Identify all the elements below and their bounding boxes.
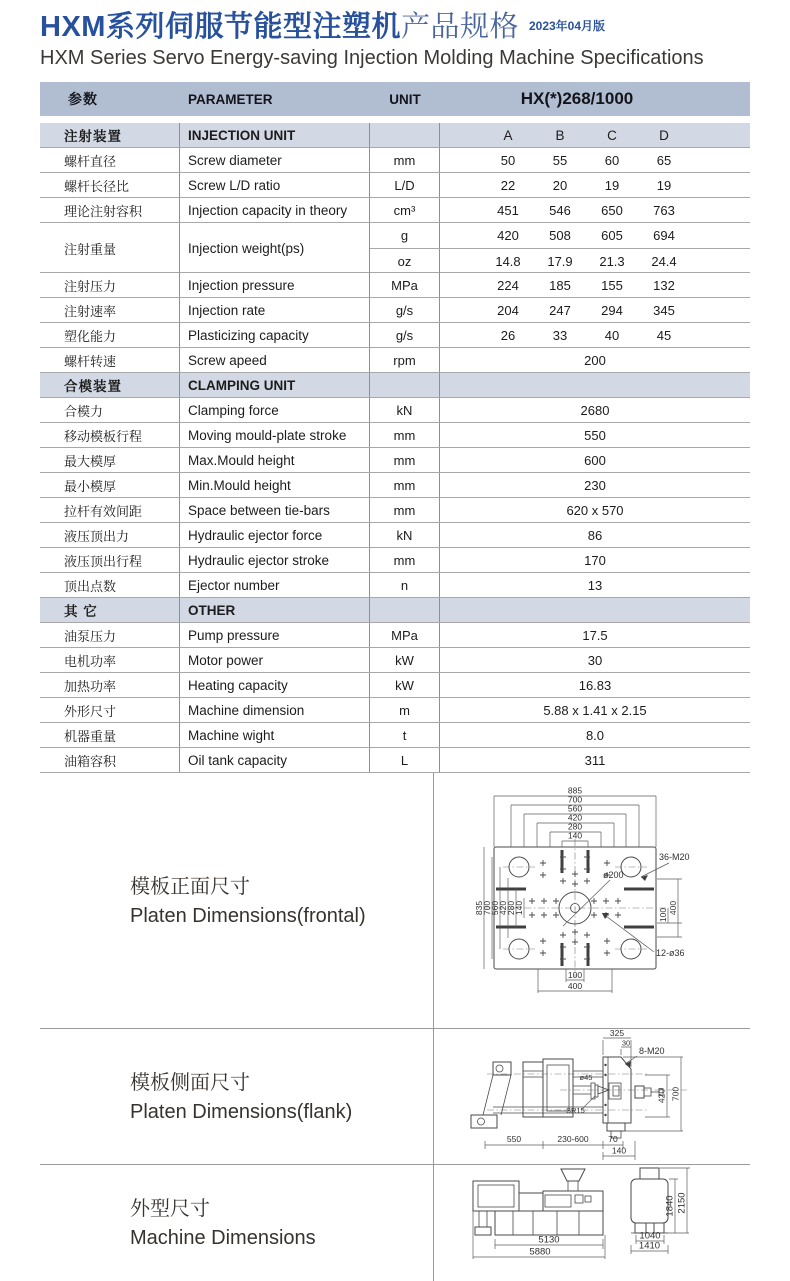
param-en: Heating capacity — [180, 673, 370, 697]
value-cells — [440, 398, 750, 422]
value-cells — [440, 598, 750, 622]
param-en: Screw apeed — [180, 348, 370, 372]
dim-label: 30 — [621, 1038, 630, 1048]
annotation-center-hole: ø200 — [602, 870, 624, 880]
param-zh: 注射装置 — [40, 123, 180, 147]
dim-label: 550 — [506, 1134, 521, 1144]
spec-row — [40, 523, 750, 548]
param-zh: 合模力 — [40, 398, 180, 422]
value-cell: 311 — [584, 752, 606, 768]
dim-label: 420 — [656, 1088, 666, 1104]
param-en: Moving mould-plate stroke — [180, 423, 370, 447]
unit-cell: mm — [370, 548, 440, 572]
param-en: Injection pressure — [180, 273, 370, 297]
diagram-label-machine — [40, 1165, 433, 1281]
value-cells — [440, 323, 750, 347]
unit-cell: kW — [370, 673, 440, 697]
diagram-label-en: Platen Dimensions(flank) — [130, 1101, 353, 1123]
value-cells — [440, 348, 750, 372]
value-cells — [440, 249, 750, 273]
param-zh: 合模装置 — [40, 373, 180, 397]
machine-dimensions-drawing — [435, 1165, 750, 1281]
value-cell: 55 — [552, 152, 568, 168]
param-en: Pump pressure — [180, 623, 370, 647]
value-cell: 26 — [500, 327, 516, 343]
section-row — [40, 373, 750, 398]
spec-row — [40, 473, 750, 498]
dim-label: 140 — [513, 900, 524, 916]
unit-cell: n — [370, 573, 440, 597]
dim-label: 420 — [567, 812, 582, 823]
value-cells — [440, 223, 750, 248]
spec-row — [40, 448, 750, 473]
param-en: OTHER — [180, 598, 370, 622]
col-header-param-en: PARAMETER — [188, 91, 273, 107]
model-code: HX(*)268/1000 — [520, 89, 634, 108]
param-zh: 油箱容积 — [40, 748, 180, 772]
value-cell: 8.0 — [585, 727, 605, 743]
value-cell: 763 — [653, 202, 675, 218]
value-cell: 86 — [587, 527, 603, 543]
unit-cell — [370, 123, 440, 147]
spec-row — [40, 148, 750, 173]
unit-cell: MPa — [370, 623, 440, 647]
diagram-row-frontal — [40, 773, 750, 1028]
unit-cell: kN — [370, 398, 440, 422]
unit-cell: g/s — [370, 323, 440, 347]
spec-row — [40, 223, 750, 273]
unit-cell: g — [370, 223, 440, 248]
dim-label: 5880 — [528, 1246, 551, 1258]
param-en: Space between tie-bars — [180, 498, 370, 522]
param-en: CLAMPING UNIT — [180, 373, 370, 397]
value-cell: 16.83 — [578, 677, 612, 693]
weight-subtable — [370, 223, 750, 273]
column-letter: C — [607, 127, 617, 143]
param-zh: 注射压力 — [40, 273, 180, 297]
value-cells — [440, 423, 750, 447]
dim-label: 400 — [667, 900, 678, 916]
value-cells — [440, 273, 750, 297]
dim-label: 1410 — [638, 1240, 660, 1252]
table-header — [40, 82, 750, 116]
platen-flank-figure — [433, 1029, 750, 1165]
value-cell: 5.88 x 1.41 x 2.15 — [543, 702, 647, 718]
spec-row — [40, 698, 750, 723]
edition-label: 2023年04月版 — [528, 19, 606, 33]
param-en: Clamping force — [180, 398, 370, 422]
value-cell: 17.5 — [582, 627, 608, 643]
spec-row — [40, 648, 750, 673]
param-en: Machine wight — [180, 723, 370, 747]
dim-label: 560 — [567, 803, 582, 814]
unit-cell: kW — [370, 648, 440, 672]
param-zh: 螺杆直径 — [40, 148, 180, 172]
value-cell: 40 — [604, 327, 620, 343]
doc-header — [40, 0, 750, 71]
diagram-row-flank — [40, 1028, 750, 1164]
value-cells — [440, 173, 750, 197]
param-en: Ejector number — [180, 573, 370, 597]
value-cell: 600 — [584, 452, 606, 468]
value-cell: 21.3 — [599, 253, 625, 269]
value-cell: 345 — [653, 302, 675, 318]
value-cells — [440, 448, 750, 472]
col-header-param-zh: 参数 — [68, 91, 98, 107]
param-en: Injection capacity in theory — [180, 198, 370, 222]
param-zh: 注射速率 — [40, 298, 180, 322]
value-cell: 224 — [497, 277, 519, 293]
spec-row — [40, 548, 750, 573]
diagram-label-flank — [40, 1029, 433, 1165]
dim-label: 400 — [567, 981, 582, 991]
param-zh: 加热功率 — [40, 673, 180, 697]
diagram-label-zh: 模板正面尺寸 — [130, 875, 250, 898]
spec-row — [40, 748, 750, 773]
unit-cell: oz — [370, 249, 440, 273]
value-cell: 185 — [549, 277, 571, 293]
unit-cell: MPa — [370, 273, 440, 297]
param-zh: 拉杆有效间距 — [40, 498, 180, 522]
spec-row — [40, 673, 750, 698]
value-cells — [440, 298, 750, 322]
dim-label: 885 — [567, 785, 582, 796]
platen-flank-drawing — [435, 1029, 750, 1165]
value-cell: 30 — [587, 652, 603, 668]
spec-row — [40, 298, 750, 323]
dim-label: 835 — [473, 900, 484, 916]
value-cells — [440, 523, 750, 547]
spec-row — [40, 323, 750, 348]
param-zh: 最小模厚 — [40, 473, 180, 497]
value-cell: 45 — [656, 327, 672, 343]
value-cell: 650 — [601, 202, 623, 218]
value-cell: 33 — [552, 327, 568, 343]
value-cell: 170 — [584, 552, 606, 568]
value-cells — [440, 673, 750, 697]
dim-label: 2150 — [676, 1192, 687, 1214]
param-zh: 螺杆转速 — [40, 348, 180, 372]
value-cell: 50 — [500, 152, 516, 168]
value-cell: 20 — [552, 177, 568, 193]
param-en: Injection rate — [180, 298, 370, 322]
value-cell: 204 — [497, 302, 519, 318]
annotation-nozzle-radius: SR15 — [565, 1106, 585, 1115]
value-cell: 550 — [584, 427, 606, 443]
value-cells — [440, 748, 750, 772]
value-cell: 132 — [653, 277, 675, 293]
value-cell: 14.8 — [495, 253, 521, 269]
spec-row — [40, 198, 750, 223]
param-zh: 液压顶出力 — [40, 523, 180, 547]
weight-subrow — [370, 223, 750, 248]
diagram-section — [40, 773, 750, 1280]
value-cell: 2680 — [580, 402, 610, 418]
title-zh-main: HXM系列伺服节能型注塑机 — [40, 11, 401, 43]
spec-table — [40, 123, 750, 773]
param-en: Screw diameter — [180, 148, 370, 172]
value-cell: 65 — [656, 152, 672, 168]
value-cells — [440, 198, 750, 222]
spec-row — [40, 623, 750, 648]
section-row — [40, 598, 750, 623]
diagram-label-zh: 外型尺寸 — [130, 1198, 210, 1220]
weight-subrow — [370, 248, 750, 273]
value-cells — [440, 498, 750, 522]
value-cell: 13 — [587, 577, 603, 593]
param-en: Motor power — [180, 648, 370, 672]
dim-label: 700 — [481, 900, 492, 916]
unit-cell: cm³ — [370, 198, 440, 222]
value-cells — [440, 623, 750, 647]
machine-dimensions-figure — [433, 1165, 750, 1281]
param-en: Injection weight(ps) — [180, 223, 370, 273]
dim-label: 700 — [567, 794, 582, 805]
page-title — [40, 8, 750, 45]
dim-label: 5130 — [537, 1234, 560, 1246]
spec-sheet — [40, 0, 750, 1280]
param-zh: 油泵压力 — [40, 623, 180, 647]
dim-label: 1840 — [664, 1195, 675, 1217]
value-cell: 546 — [549, 202, 571, 218]
param-en: Oil tank capacity — [180, 748, 370, 772]
value-cell: 17.9 — [547, 253, 573, 269]
value-cells — [440, 473, 750, 497]
annotation-m20-holes: 8-M20 — [638, 1046, 665, 1056]
spec-row — [40, 498, 750, 523]
unit-cell: mm — [370, 448, 440, 472]
value-cell: 19 — [656, 177, 672, 193]
dim-label: 280 — [505, 900, 516, 916]
dim-label: 100 — [567, 970, 582, 980]
dim-label: 325 — [609, 1029, 624, 1038]
column-letter: A — [503, 127, 513, 143]
unit-cell — [370, 373, 440, 397]
param-zh: 螺杆长径比 — [40, 173, 180, 197]
unit-cell: rpm — [370, 348, 440, 372]
diagram-label-en: Platen Dimensions(frontal) — [130, 904, 366, 927]
diagram-label-zh: 模板侧面尺寸 — [130, 1072, 250, 1094]
param-zh: 机器重量 — [40, 723, 180, 747]
param-zh: 液压顶出行程 — [40, 548, 180, 572]
spec-row — [40, 423, 750, 448]
column-letters — [440, 123, 750, 147]
spec-row — [40, 398, 750, 423]
value-cell: 60 — [604, 152, 620, 168]
value-cells — [440, 648, 750, 672]
param-zh: 移动模板行程 — [40, 423, 180, 447]
value-cell: 605 — [601, 228, 623, 243]
value-cell: 420 — [497, 228, 519, 243]
param-en: INJECTION UNIT — [180, 123, 370, 147]
annotation-d36-holes: 12-ø36 — [655, 948, 685, 958]
dim-label: 140 — [611, 1145, 626, 1156]
value-cells — [440, 148, 750, 172]
value-cell: 620 x 570 — [566, 502, 624, 518]
spec-row — [40, 723, 750, 748]
value-cells — [440, 723, 750, 747]
value-cell: 451 — [497, 202, 519, 218]
param-en: Screw L/D ratio — [180, 173, 370, 197]
value-cell: 200 — [584, 352, 606, 368]
value-cells — [440, 573, 750, 597]
column-letter: D — [659, 127, 669, 143]
unit-cell: L/D — [370, 173, 440, 197]
spec-row — [40, 348, 750, 373]
param-zh: 电机功率 — [40, 648, 180, 672]
value-cells — [440, 698, 750, 722]
dim-label: 230-600 — [556, 1134, 589, 1144]
dim-label: 70 — [607, 1134, 618, 1144]
unit-cell: mm — [370, 148, 440, 172]
param-zh: 理论注射容积 — [40, 198, 180, 222]
dim-label: 280 — [567, 821, 582, 832]
param-zh: 塑化能力 — [40, 323, 180, 347]
param-zh: 顶出点数 — [40, 573, 180, 597]
value-cell: 694 — [653, 228, 675, 243]
value-cell: 230 — [584, 477, 606, 493]
annotation-m20-holes: 36-M20 — [658, 852, 690, 862]
value-cell: 22 — [500, 177, 516, 193]
param-en: Machine dimension — [180, 698, 370, 722]
diagram-label-en: Machine Dimensions — [130, 1227, 316, 1249]
unit-cell: g/s — [370, 298, 440, 322]
value-cell: 19 — [604, 177, 620, 193]
column-letter: B — [555, 127, 565, 143]
unit-cell: L — [370, 748, 440, 772]
param-zh: 外形尺寸 — [40, 698, 180, 722]
param-zh: 最大模厚 — [40, 448, 180, 472]
dim-label: 1040 — [638, 1230, 661, 1242]
page-subtitle-en: HXM Series Servo Energy-saving Injection Molding Machine Specifications — [40, 47, 704, 69]
value-cell: 155 — [601, 277, 623, 293]
param-en: Plasticizing capacity — [180, 323, 370, 347]
value-cells — [440, 373, 750, 397]
value-cell: 294 — [601, 302, 623, 318]
value-cell: 24.4 — [651, 253, 677, 269]
param-zh: 注射重量 — [40, 223, 180, 273]
spec-row — [40, 573, 750, 598]
param-en: Max.Mould height — [180, 448, 370, 472]
platen-frontal-figure — [433, 773, 750, 1028]
dim-label: 100 — [657, 907, 668, 923]
spec-row — [40, 173, 750, 198]
diagram-row-machine — [40, 1164, 750, 1280]
unit-cell: mm — [370, 473, 440, 497]
diagram-label-frontal — [40, 773, 433, 1028]
unit-cell: mm — [370, 423, 440, 447]
unit-cell: mm — [370, 498, 440, 522]
col-header-unit: UNIT — [389, 91, 421, 107]
param-en: Hydraulic ejector force — [180, 523, 370, 547]
spec-row — [40, 273, 750, 298]
dim-label: 700 — [670, 1086, 680, 1102]
dim-label: 140 — [567, 830, 582, 841]
unit-cell — [370, 598, 440, 622]
value-cell: 247 — [549, 302, 571, 318]
value-cells — [440, 548, 750, 572]
param-zh: 其 它 — [40, 598, 180, 622]
param-en: Min.Mould height — [180, 473, 370, 497]
platen-frontal-drawing — [435, 773, 750, 1028]
unit-cell: kN — [370, 523, 440, 547]
value-cell: 508 — [549, 228, 571, 243]
title-zh-sub: 产品规格 — [400, 11, 519, 43]
unit-cell: t — [370, 723, 440, 747]
unit-cell: m — [370, 698, 440, 722]
dim-label: 420 — [497, 900, 508, 916]
param-en: Hydraulic ejector stroke — [180, 548, 370, 572]
dim-label: 560 — [489, 900, 500, 916]
annotation-nozzle-dia: ø45 — [579, 1073, 592, 1082]
section-row — [40, 123, 750, 148]
